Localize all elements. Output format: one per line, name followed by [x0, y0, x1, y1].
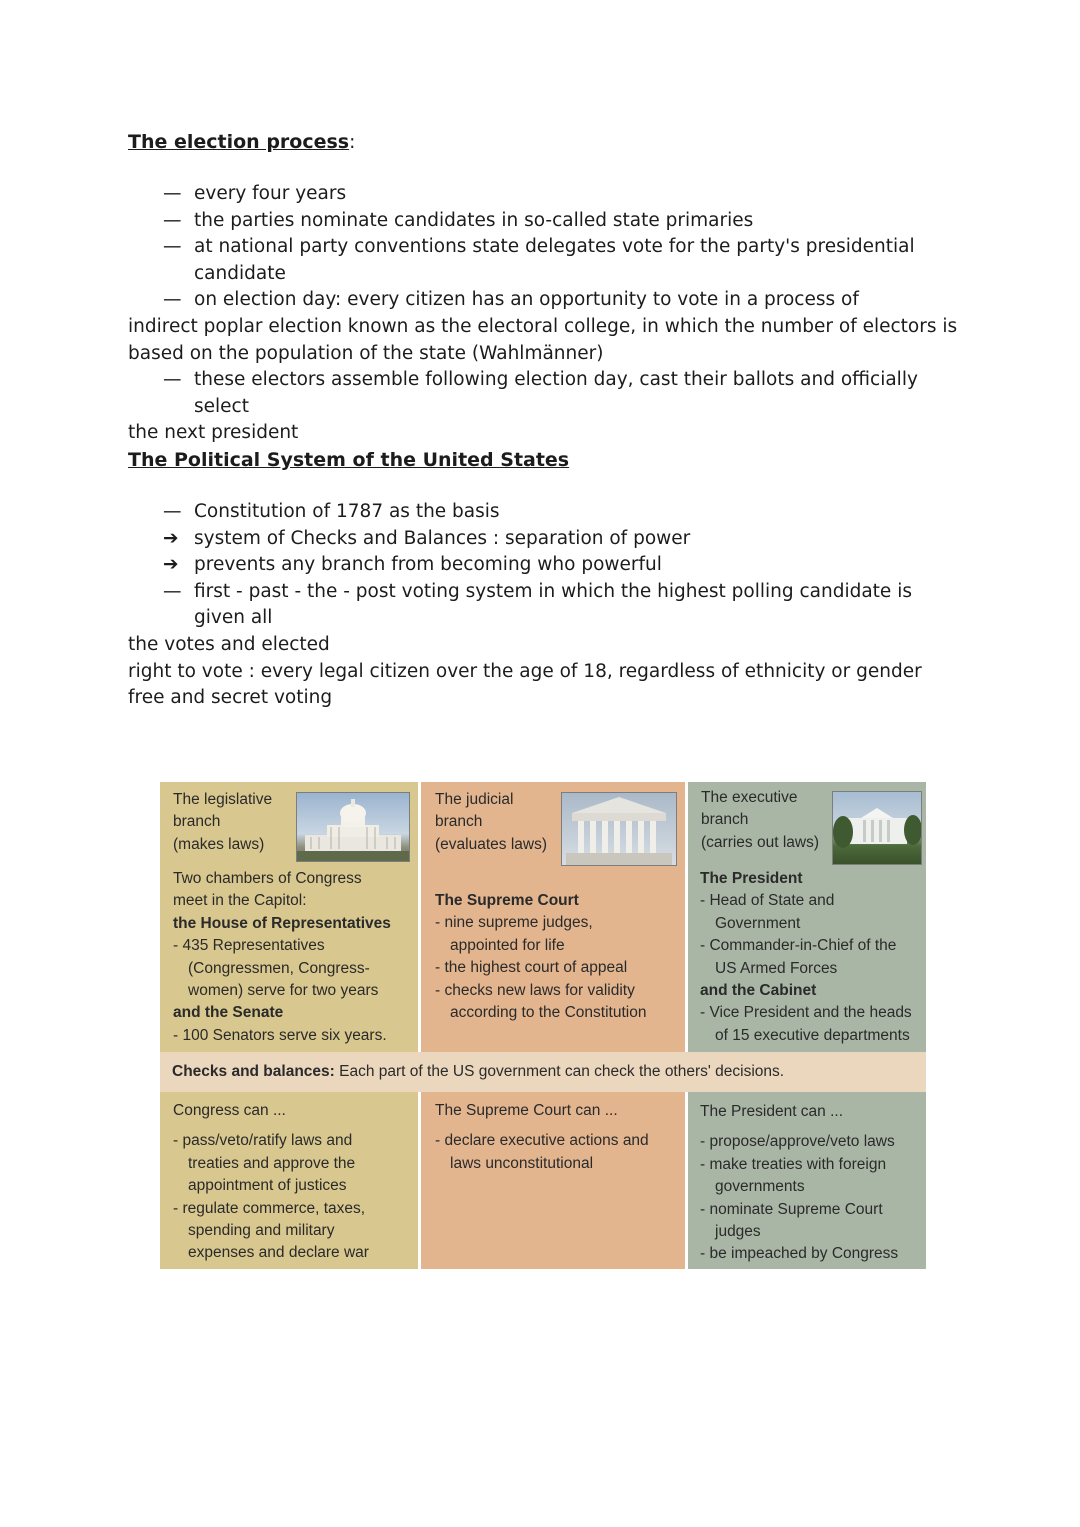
list-item: — at national party conventions state delegates vote for the party's presidential [128, 234, 958, 261]
dash-bullet-icon [163, 234, 187, 261]
white-house-icon [832, 791, 922, 865]
supreme-court-can: The Supreme Court can ... - declare executive actions and laws unconstitutional [435, 1102, 649, 1172]
heading-colon: : [349, 132, 356, 153]
president-can: The President can ... - propose/approve/veto laws - make treaties with foreign governments - nominate Supreme Court judges - be impeached by Congress [700, 1103, 899, 1263]
legislative-title: The legislative branch (makes laws) [173, 791, 273, 853]
list-item: — on election day: every citizen has an opportunity to vote in a process of [128, 287, 958, 314]
arrow-bullet-icon [163, 552, 187, 579]
election-heading-line [128, 128, 355, 156]
list-item-continuation: the votes and elected [128, 633, 330, 655]
congress-can: Congress can ... - pass/veto/ratify laws and treaties and approve the appointment of justices - regulate commerce, taxes, spending and military expenses and declare war [173, 1102, 369, 1262]
election-heading: The election process [128, 131, 350, 153]
checks-band [160, 1052, 926, 1092]
dash-bullet-icon [163, 208, 187, 235]
election-section [128, 128, 958, 444]
list-item: — these electors assemble following election day, cast their ballots and officially select [128, 367, 958, 420]
list-item: — every four years [128, 181, 958, 208]
list-item-continuation: the next president [128, 422, 299, 444]
list-item: ➔ system of Checks and Balances : separation of power [128, 526, 958, 553]
dash-bullet-icon [163, 181, 187, 208]
political-list [128, 499, 958, 712]
judicial-title: The judicial branch (evaluates laws) [435, 791, 547, 853]
list-item-continuation: candidate [194, 262, 286, 284]
list-item: — first - past - the - post voting system in which the highest polling candidate is given all [128, 579, 958, 632]
arrow-bullet-icon [163, 526, 187, 553]
plain-line: free and secret voting [128, 687, 333, 709]
political-section [128, 446, 922, 709]
executive-title: The executive branch (carries out laws) [701, 789, 819, 851]
executive-body: The President - Head of State and Government - Commander-in-Chief of the US Armed Forces and the Cabinet - Vice President and the heads of 15 executive departments [700, 870, 912, 1044]
checks-label: Checks and balances: [172, 1063, 335, 1080]
dash-bullet-icon [163, 367, 187, 394]
dash-bullet-icon [163, 287, 187, 314]
list-item: — the parties nominate candidates in so-called state primaries [128, 208, 958, 235]
plain-line: right to vote : every legal citizen over the age of 18, regardless of ethnicity or gender [128, 660, 922, 682]
list-item: ➔ prevents any branch from becoming who powerful [128, 552, 958, 579]
list-item-continuation: based on the population of the state (Wahlmänner) [128, 342, 604, 364]
judicial-body: The Supreme Court - nine supreme judges, appointed for life - the highest court of appeal - checks new laws for validity according to the Constitution [435, 892, 647, 1022]
political-heading: The Political System of the United States [128, 449, 570, 471]
election-list [128, 181, 958, 447]
capitol-building-icon [296, 792, 410, 862]
list-item-continuation: indirect poplar election known as the electoral college, in which the number of electors is [128, 315, 958, 337]
dash-bullet-icon [163, 579, 187, 606]
dash-bullet-icon [163, 499, 187, 526]
legislative-body: Two chambers of Congress meet in the Capitol: the House of Representatives - 435 Representatives (Congressmen, Congress- women) serve for two years and the Senate - 100 Senators serve six years. [173, 870, 391, 1044]
supreme-court-building-icon [561, 792, 677, 866]
branches-figure [160, 782, 926, 1269]
checks-text: Each part of the US government can check the others' decisions. [334, 1063, 785, 1080]
list-item: — Constitution of 1787 as the basis [128, 499, 958, 526]
